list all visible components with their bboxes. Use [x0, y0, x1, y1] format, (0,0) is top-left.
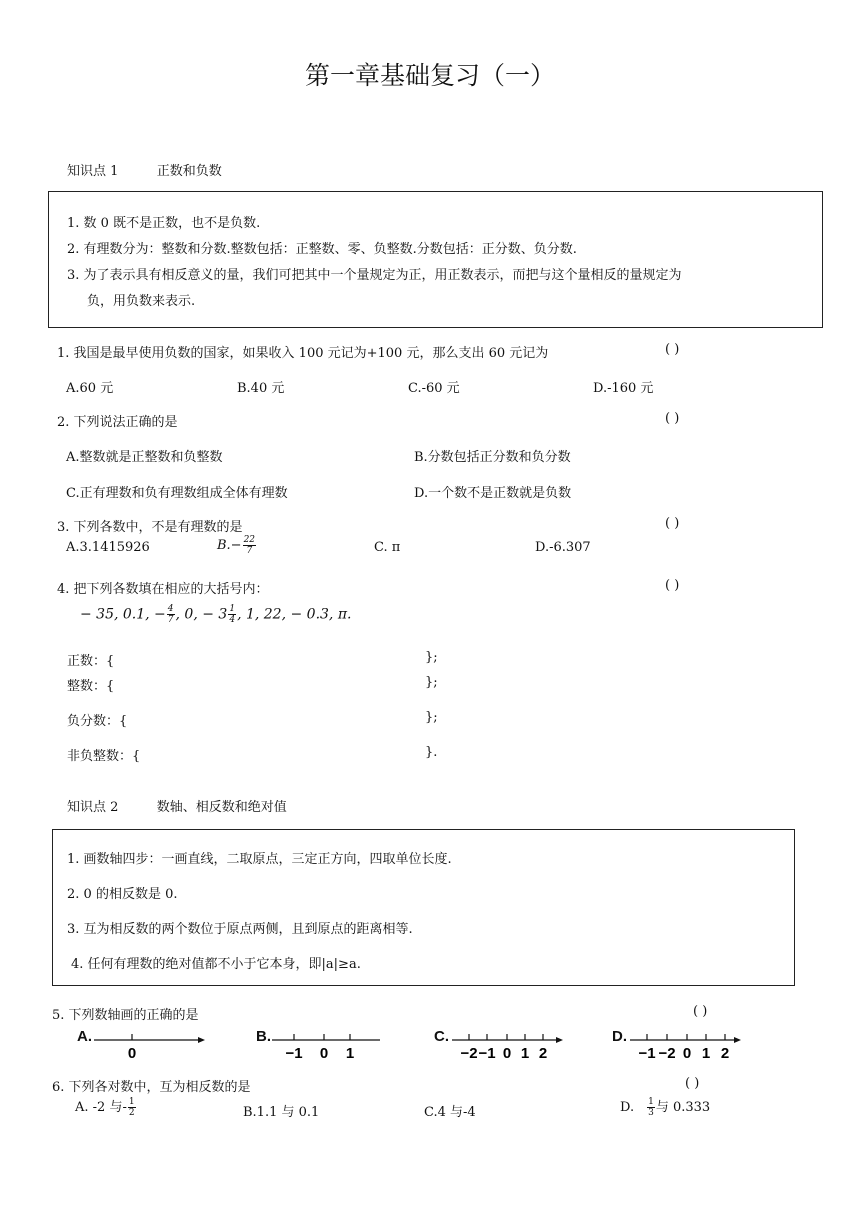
question-5-option-a-label[interactable]: A. [77, 1028, 92, 1045]
question-1-option-c[interactable]: C.-60 元 [408, 381, 460, 396]
tick-label: −2 [460, 1045, 478, 1062]
question-3-stem: 3. 下列各数中，不是有理数的是 [57, 520, 243, 535]
section-2-number: 知识点 2 [67, 800, 119, 815]
question-1-stem: 1. 我国是最早使用负数的国家，如果收入 100 元记为+100 元，那么支出 60 元记为 [57, 346, 549, 361]
knowledge-box-1 [48, 191, 823, 328]
question-3-option-b[interactable] [217, 535, 257, 556]
integers-close: }; [425, 675, 438, 690]
negative-fractions-close: }; [425, 710, 438, 725]
section-2-topic: 数轴、相反数和绝对值 [156, 800, 287, 815]
nonnegative-integers-label: 非负整数：{ [67, 749, 141, 764]
tick-label: 2 [538, 1045, 548, 1062]
number-line-d[interactable] [630, 1030, 745, 1062]
tick-label: −1 [638, 1045, 656, 1062]
tick-label: 1 [701, 1045, 711, 1062]
question-5-stem: 5. 下列数轴画的正确的是 [52, 1008, 199, 1023]
question-6-option-b[interactable]: B.1.1 与 0.1 [243, 1105, 320, 1120]
number-line-c[interactable] [452, 1030, 567, 1062]
question-3-option-d[interactable]: D.-6.307 [535, 540, 591, 555]
knowledge-1-item-3: 3. 为了表示具有相反意义的量，我们可把其中一个量规定为正，用正数表示，而把与这个量相反的量规定为 [67, 268, 682, 283]
integers-label: 整数：{ [67, 679, 115, 694]
question-2-option-a[interactable]: A.整数就是正整数和负整数 [66, 450, 223, 465]
question-6-option-a[interactable]: A. -2 与- $\frac{1}{2}$ [75, 1097, 135, 1118]
question-1-answer-blank[interactable]: ( ) [665, 342, 680, 357]
question-2-answer-blank[interactable]: ( ) [665, 411, 680, 426]
tick-label: 0 [319, 1045, 329, 1062]
knowledge-2-item-4: 4. 任何有理数的绝对值都不小于它本身，即|a|≥a. [71, 957, 361, 972]
section-1-heading [67, 160, 222, 179]
tick-label: 1 [520, 1045, 530, 1062]
negative-fractions-label: 负分数：{ [67, 714, 128, 729]
positive-numbers-close: }; [425, 650, 438, 665]
question-1-option-d[interactable]: D.-160 元 [593, 381, 654, 396]
tick-label: 0 [502, 1045, 512, 1062]
question-2-stem: 2. 下列说法正确的是 [57, 415, 178, 430]
knowledge-box-2 [52, 829, 795, 986]
knowledge-2-item-1: 1. 画数轴四步：一画直线，二取原点，三定正方向，四取单位长度. [67, 852, 452, 867]
knowledge-1-item-2: 2. 有理数分为：整数和分数.整数包括：正整数、零、负整数.分数包括：正分数、负分数. [67, 242, 577, 257]
tick-label: 0 [682, 1045, 692, 1062]
nonnegative-integers-close: }. [425, 745, 438, 760]
question-3-answer-blank[interactable]: ( ) [665, 516, 680, 531]
tick-label: 0 [127, 1045, 137, 1062]
question-3-option-a[interactable]: A.3.1415926 [66, 540, 150, 555]
question-5-option-b-label[interactable]: B. [256, 1028, 271, 1045]
question-2-option-d[interactable]: D.一个数不是正数就是负数 [414, 486, 572, 501]
section-2-heading [67, 796, 287, 815]
question-4-stem: 4. 把下列各数填在相应的大括号内： [57, 582, 269, 597]
fraction-22-7: $\frac{22}{7}$ [243, 535, 256, 556]
question-4-number-list: − 35, 0.1, − $\frac{4}{7}$ , 0, − 3 $\frac{1}{4}$ , 1, 22, − 0.3, π. [80, 604, 352, 625]
question-4-answer-blank[interactable]: ( ) [665, 578, 680, 593]
question-3-option-b-prefix: B.− [217, 538, 242, 553]
tick-label: 1 [345, 1045, 355, 1062]
question-5-option-c-label[interactable]: C. [434, 1028, 449, 1045]
fraction-1-4: $\frac{1}{4}$ [229, 604, 236, 625]
question-5-option-d-label[interactable]: D. [612, 1028, 627, 1045]
number-line-a[interactable] [94, 1030, 209, 1062]
page-title: 第一章基础复习（一） [304, 61, 555, 90]
question-2-option-c[interactable]: C.正有理数和负有理数组成全体有理数 [66, 486, 288, 501]
question-1-option-b[interactable]: B.40 元 [237, 381, 285, 396]
question-3-option-c[interactable]: C. π [374, 540, 401, 555]
question-2-option-b[interactable]: B.分数包括正分数和负分数 [414, 450, 571, 465]
knowledge-2-item-2: 2. 0 的相反数是 0. [67, 887, 178, 902]
tick-label: −1 [478, 1045, 496, 1062]
number-line-b[interactable] [272, 1030, 384, 1062]
section-1-number: 知识点 1 [67, 164, 119, 179]
tick-label: −2 [658, 1045, 676, 1062]
question-6-option-d[interactable]: D. $\frac{1}{3}$ 与 0.333 [620, 1097, 711, 1118]
question-6-stem: 6. 下列各对数中，互为相反数的是 [52, 1080, 251, 1095]
knowledge-2-item-3: 3. 互为相反数的两个数位于原点两侧，且到原点的距离相等. [67, 922, 413, 937]
fraction-1-2: $\frac{1}{2}$ [128, 1097, 135, 1118]
positive-numbers-label: 正数：{ [67, 654, 115, 669]
tick-label: 2 [720, 1045, 730, 1062]
fraction-1-3: $\frac{1}{3}$ [648, 1097, 654, 1118]
knowledge-1-item-3-cont: 负，用负数来表示. [87, 294, 196, 309]
tick-label: −1 [285, 1045, 303, 1062]
question-6-answer-blank[interactable]: ( ) [685, 1076, 700, 1091]
fraction-4-7: $\frac{4}{7}$ [167, 604, 174, 625]
section-1-topic: 正数和负数 [156, 164, 222, 179]
question-5-answer-blank[interactable]: ( ) [693, 1004, 708, 1019]
question-1-option-a[interactable]: A.60 元 [66, 381, 114, 396]
question-6-option-c[interactable]: C.4 与-4 [424, 1105, 476, 1120]
knowledge-1-item-1: 1. 数 0 既不是正数，也不是负数. [67, 216, 261, 231]
